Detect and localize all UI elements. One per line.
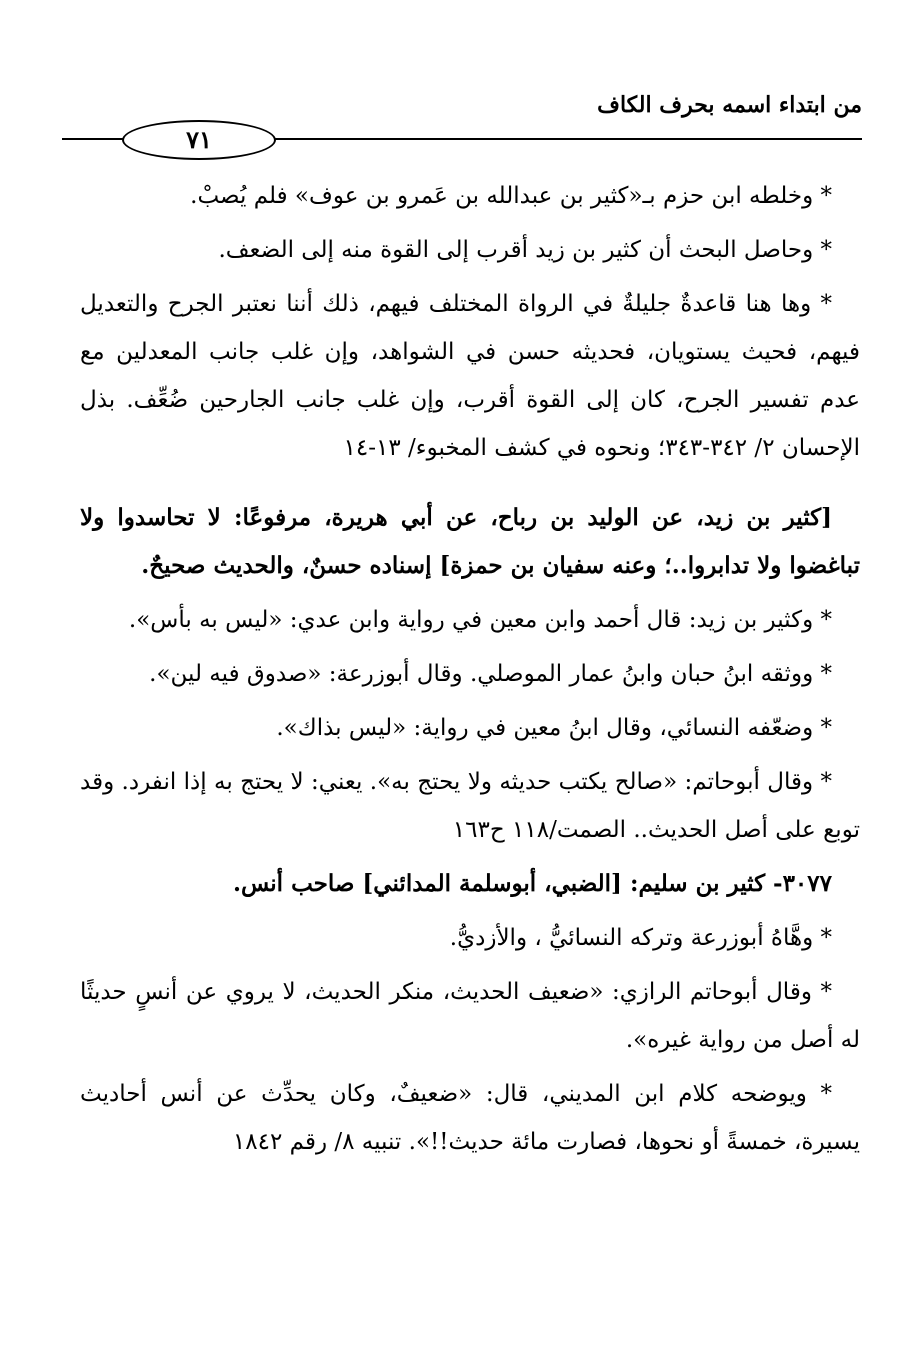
paragraph: * وقال أبوحاتم: «صالح يكتب حديثه ولا يحتج به». يعني: لا يحتج به إذا انفرد. وقد توبع على أصل الحديث.. الصمت/١١٨ ح١٦٣ bbox=[80, 769, 860, 843]
paragraph: * وحاصل البحث أن كثير بن زيد أقرب إلى القوة منه إلى الضعف. bbox=[218, 237, 832, 263]
paragraph: * وهَّاهُ أبوزرعة وتركه النسائيُّ ، والأزديُّ. bbox=[449, 925, 832, 951]
page-body bbox=[80, 172, 860, 1172]
paragraph: * وها هنا قاعدةٌ جليلةٌ في الرواة المختلف فيهم، ذلك أننا نعتبر الجرح والتعديل فيهم، فحيث يستويان، فحديثه حسن في الشواهد، وإن غلب جانب المعدلين مع عدم تفسير الجرح، كان إلى القوة أقرب، وإن غلب جانب الجارحين ضُعِّف. بذل الإحسان ٢/ ٣٤٢-٣٤٣؛ ونحوه في كشف المخبوء/ ١٣-١٤ bbox=[80, 291, 860, 461]
paragraph: * ويوضحه كلام ابن المديني، قال: «ضعيفٌ، وكان يحدِّث عن أنس أحاديث يسيرة، خمسةً أو نحوها، فصارت مائة حديث!!». تنبيه ٨/ رقم ١٨٤٢ bbox=[80, 1081, 860, 1155]
paragraph: * وقال أبوحاتم الرازي: «ضعيف الحديث، منكر الحديث، لا يروي عن أنسٍ حديثًا له أصل من رواية غيره». bbox=[80, 979, 860, 1053]
page-header bbox=[62, 92, 862, 172]
paragraph: * وخلطه ابن حزم بـ«كثير بن عبدالله بن عَمرو بن عوف» فلم يُصبْ. bbox=[190, 183, 832, 209]
page-number: ٧١ bbox=[122, 120, 276, 160]
running-title: من ابتداء اسمه بحرف الكاف bbox=[597, 92, 862, 118]
paragraph: * ووثقه ابنُ حبان وابنُ عمار الموصلي. وقال أبوزرعة: «صدوق فيه لين». bbox=[149, 661, 832, 687]
hadith-block: [كثير بن زيد، عن الوليد بن رباح، عن أبي هريرة، مرفوعًا: لا تحاسدوا ولا تباغضوا ولا تدابروا..؛ وعنه سفيان بن حمزة] إسناده حسنٌ، والحديث صحيحٌ. bbox=[80, 504, 860, 579]
entry-heading: ٣٠٧٧- كثير بن سليم: [الضبي، أبوسلمة المدائني] صاحب أنس. bbox=[232, 870, 832, 897]
paragraph: * وكثير بن زيد: قال أحمد وابن معين في رواية وابن عدي: «ليس به بأس». bbox=[128, 607, 832, 633]
paragraph: * وضعّفه النسائي، وقال ابنُ معين في رواية: «ليس بذاك». bbox=[276, 715, 832, 741]
